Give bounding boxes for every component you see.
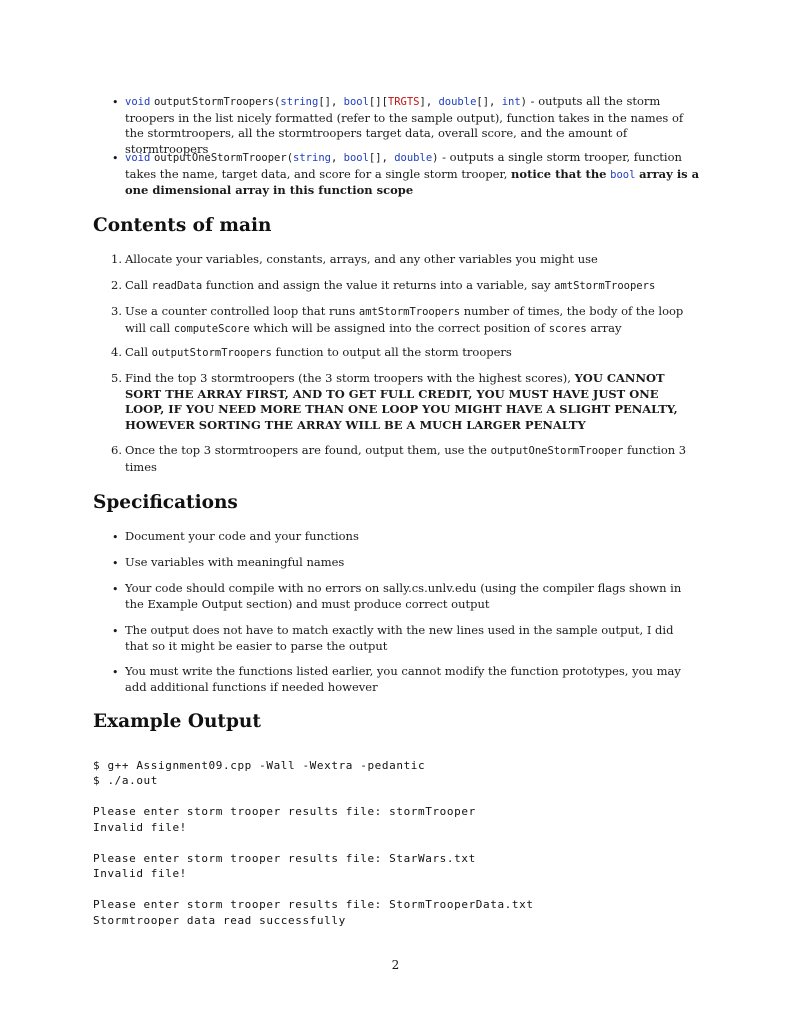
- list-item: [125, 278, 700, 295]
- inline-code: outputOneStormTrooper: [490, 445, 624, 457]
- list-number: 6.: [111, 443, 122, 457]
- type-string: string: [293, 152, 331, 164]
- list-item-text: which will be assigned into the correct position of: [253, 320, 546, 335]
- bullet-marker: •: [112, 666, 119, 679]
- terminal-line: Stormtrooper data read successfully: [93, 914, 346, 927]
- keyword-void: void: [125, 152, 151, 164]
- list-item: Your code should compile with no errors on sally.cs.unlv.edu (using the compiler flags shown in the Example Output section) and must produce correct output: [125, 581, 682, 611]
- inline-code: outputStormTroopers: [151, 347, 272, 359]
- terminal-line: $ ./a.out: [93, 774, 159, 787]
- terminal-line: Please enter storm trooper results file: stormTrooper: [93, 805, 476, 818]
- inline-code: computeScore: [173, 322, 250, 335]
- list-item-text: Call: [125, 345, 149, 359]
- page-number: 2: [391, 958, 400, 972]
- list-number: 3.: [111, 304, 122, 318]
- function-item-output-storm-troopers: [125, 94, 700, 157]
- list-item: [125, 371, 700, 433]
- inline-code: amtStormTroopers: [358, 306, 461, 318]
- list-item-text: function to output all the storm troopers: [275, 345, 512, 359]
- bullet-marker: •: [112, 583, 119, 596]
- list-item: You must write the functions listed earlier, you cannot modify the function prototypes, you may add additional functions if needed however: [125, 664, 681, 694]
- section-heading-contents-of-main: Contents of main: [93, 215, 272, 236]
- list-number: 5.: [111, 371, 122, 385]
- list-item-text: number of times, the body of the loop will call: [125, 304, 684, 335]
- type-double: double: [438, 96, 477, 108]
- function-description: - outputs a single storm trooper, function takes the name, target data, and score for a single storm trooper,: [125, 150, 682, 181]
- terminal-line: Invalid file!: [93, 821, 187, 834]
- type-bool: bool: [343, 96, 369, 108]
- type-int: int: [501, 96, 521, 108]
- list-item-text: function 3 times: [125, 443, 687, 474]
- function-name: outputOneStormTrooper(: [153, 152, 294, 164]
- list-item-text: Allocate your variables, constants, arrays, and any other variables you might use: [125, 252, 598, 266]
- param-punct: [],: [368, 152, 395, 164]
- bullet-marker: •: [112, 625, 119, 638]
- param-punct: [][: [368, 96, 388, 108]
- type-bool: bool: [610, 168, 636, 181]
- list-item-text: Once the top 3 stormtroopers are found, output them, use the: [125, 443, 487, 457]
- param-punct: ,: [330, 152, 344, 164]
- list-item-text: array: [590, 320, 622, 335]
- function-name: outputStormTroopers(: [153, 96, 281, 108]
- list-item: The output does not have to match exactly with the new lines used in the sample output, I did that so it might be easier to parse the output: [125, 623, 674, 653]
- type-string: string: [280, 96, 319, 108]
- type-bool: bool: [343, 152, 369, 164]
- list-item-text: function and assign the value it returns into a variable, say: [205, 278, 551, 292]
- emphasis-text: notice that the: [511, 166, 607, 181]
- param-punct: ): [432, 152, 439, 164]
- inline-code: scores: [548, 322, 587, 335]
- emphasis-text: array is a one dimensional array in this function scope: [125, 166, 700, 197]
- param-punct: ): [520, 96, 527, 108]
- terminal-line: Please enter storm trooper results file: StarWars.txt: [93, 852, 476, 865]
- list-number: 1.: [111, 252, 122, 266]
- terminal-line: Please enter storm trooper results file: StormTrooperData.txt: [93, 898, 534, 911]
- inline-code: readData: [151, 280, 203, 292]
- function-item-output-one-storm-trooper: [125, 150, 700, 199]
- bullet-marker: •: [112, 531, 119, 544]
- bullet-marker: •: [112, 96, 119, 109]
- terminal-line: $ g++ Assignment09.cpp -Wall -Wextra -pedantic: [93, 759, 426, 772]
- emphasis-text: YOU CANNOT SORT THE ARRAY FIRST, AND TO GET FULL CREDIT, YOU MUST HAVE JUST ONE LOOP, IF YOU NEED MORE THAN ONE LOOP YOU MIGHT HAVE A SLIGHT PENALTY, HOWEVER SORTING THE ARRAY WILL BE A MUCH LARGER PENALTY: [125, 371, 678, 432]
- function-description: - outputs all the storm troopers in the list nicely formatted (refer to the sample output), function takes in the names of the stormtroopers, all the stormtroopers target data, overall score, and the amount of stormtroopers: [125, 94, 684, 156]
- list-item: [125, 443, 700, 475]
- list-item: Document your code and your functions: [125, 529, 359, 543]
- list-item: [125, 252, 700, 268]
- section-heading-example-output: Example Output: [93, 711, 261, 732]
- inline-code: amtStormTroopers: [554, 280, 656, 292]
- type-double: double: [394, 152, 433, 164]
- section-heading-specifications: Specifications: [93, 492, 238, 513]
- keyword-void: void: [125, 96, 151, 108]
- param-punct: [],: [476, 96, 502, 108]
- bullet-marker: •: [112, 557, 119, 570]
- list-item-text: Use a counter controlled loop that runs: [125, 304, 356, 318]
- list-item-text: Call: [125, 278, 149, 292]
- bullet-marker: •: [112, 152, 119, 165]
- list-number: 4.: [111, 345, 122, 359]
- list-item: [125, 345, 700, 362]
- param-punct: ],: [419, 96, 439, 108]
- param-punct: [],: [318, 96, 344, 108]
- list-item: Use variables with meaningful names: [125, 555, 345, 569]
- list-item: [125, 304, 700, 337]
- list-item-text: Find the top 3 stormtroopers (the 3 storm troopers with the highest scores),: [125, 371, 571, 385]
- terminal-line: Invalid file!: [93, 867, 187, 880]
- constant-trgts: TRGTS: [387, 96, 420, 108]
- list-number: 2.: [111, 278, 122, 292]
